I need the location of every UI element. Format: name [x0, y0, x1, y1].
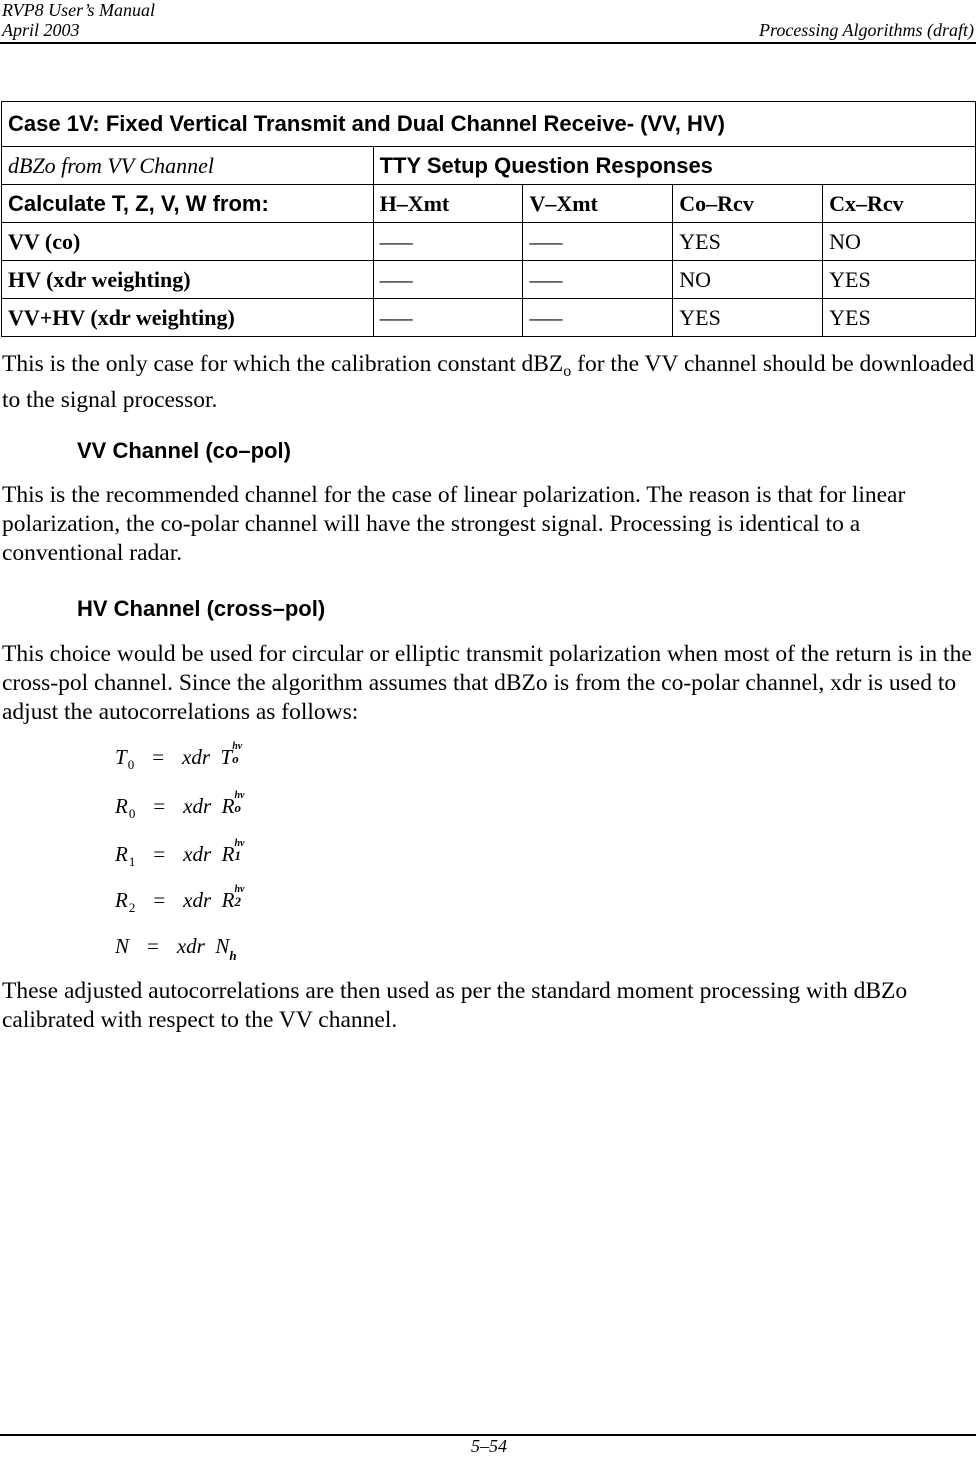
- hv-channel-heading: HV Channel (cross–pol): [77, 596, 326, 621]
- table-cell: NO: [823, 223, 976, 261]
- dbzo-label: dBZo from VV Channel: [2, 147, 374, 185]
- column-header: H–Xmt: [373, 185, 523, 223]
- row-label: VV+HV (xdr weighting): [2, 299, 374, 337]
- tty-label: TTY Setup Question Responses: [373, 147, 975, 185]
- table-cell: YES: [673, 223, 823, 261]
- header-left: [2, 0, 155, 40]
- table-cell: –––: [373, 223, 523, 261]
- header-rule: [0, 42, 976, 44]
- table-cell: YES: [823, 261, 976, 299]
- column-header: Cx–Rcv: [823, 185, 976, 223]
- equation-r1: $R_1$ = xdr R hv 1: [115, 838, 245, 869]
- table-cell: –––: [523, 223, 673, 261]
- table-row: [2, 223, 976, 261]
- calibration-paragraph: This is the only case for which the calibration constant dBZ$_o$ for the VV channel should be downloaded to the signal processor.: [2, 351, 975, 413]
- column-header: Co–Rcv: [673, 185, 823, 223]
- table-cell: NO: [673, 261, 823, 299]
- table-row: [2, 299, 976, 337]
- equation-r0: $R_0$ = xdr R hv o: [115, 790, 245, 821]
- manual-date: April 2003: [2, 20, 80, 40]
- case-table: [1, 101, 976, 337]
- table-cell: –––: [523, 261, 673, 299]
- calc-label: Calculate T, Z, V, W from:: [2, 185, 374, 223]
- equation-r2: $R_2$ = xdr R hv 2: [115, 884, 245, 915]
- vv-channel-text: This is the recommended channel for the case of linear polarization. The reason is that for linear polarization, the co-polar channel will have the strongest signal. Processing is identical to a conventional radar.: [2, 482, 906, 566]
- vv-channel-heading: VV Channel (co–pol): [77, 438, 291, 463]
- page-number: 5–54: [471, 1436, 507, 1456]
- equation-t0: $T_0$ = xdr T hv o: [115, 741, 243, 772]
- table-row: [2, 261, 976, 299]
- row-label: VV (co): [2, 223, 374, 261]
- table-cell: –––: [523, 299, 673, 337]
- closing-paragraph: These adjusted autocorrelations are then used as per the standard moment processing with dBZo calibrated with respect to the VV channel.: [2, 978, 908, 1033]
- hv-channel-text: This choice would be used for circular or elliptic transmit polarization when most of the return is in the cross-pol channel. Since the algorithm assumes that dBZo is from the co-polar channel, xdr is used to adjust the autocorrelations as follows:: [2, 641, 972, 725]
- row-label: HV (xdr weighting): [2, 261, 374, 299]
- chapter-title: Processing Algorithms (draft): [759, 20, 974, 40]
- table-cell: YES: [823, 299, 976, 337]
- manual-title: RVP8 User’s Manual: [2, 0, 155, 20]
- table-cell: –––: [373, 261, 523, 299]
- equation-n: N = xdr $N_h$: [115, 934, 237, 963]
- table-cell: YES: [673, 299, 823, 337]
- column-header: V–Xmt: [523, 185, 673, 223]
- table-title: Case 1V: Fixed Vertical Transmit and Dual Channel Receive- (VV, HV): [2, 102, 976, 147]
- table-cell: –––: [373, 299, 523, 337]
